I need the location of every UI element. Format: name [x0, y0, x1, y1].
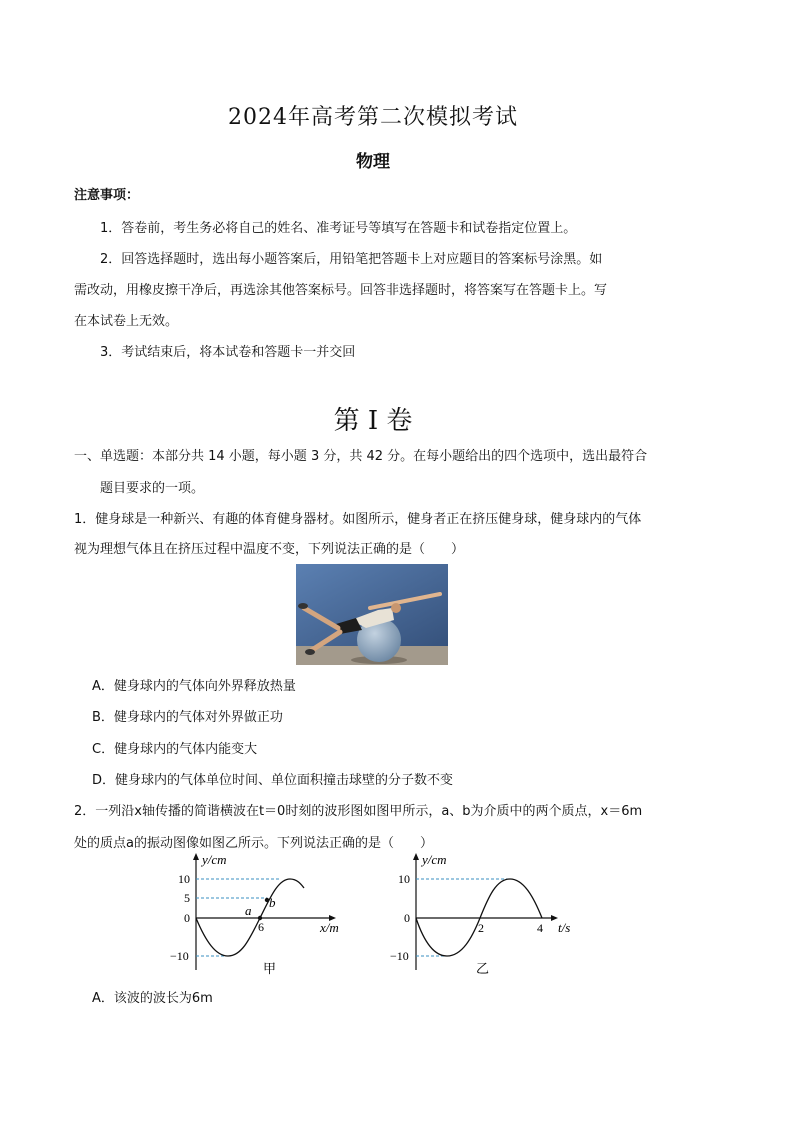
- yi-x-tick-4: 4: [537, 921, 543, 935]
- point-a-label: a: [245, 903, 252, 918]
- notice-item-2-line-2: 需改动，用橡皮擦干净后，再选涂其他答案标号。回答非选择题时，将答案写在答题卡上。写: [74, 283, 608, 298]
- yi-caption: 乙: [476, 961, 490, 976]
- section-intro-line-1: 一、单选题：本部分共 14 小题，每小题 3 分，共 42 分。在每小题给出的四个选项中，选出最符合: [74, 449, 648, 464]
- yi-x-label: t/s: [558, 920, 571, 935]
- q1-option-d: D．健身球内的气体单位时间、单位面积撞击球壁的分子数不变: [92, 773, 454, 788]
- notice-item-2-line-1: 2．回答选择题时，选出每小题答案后，用铅笔把答题卡上对应题目的答案标号涂黑。如: [100, 252, 603, 267]
- notice-item-1: 1．答卷前，考生务必将自己的姓名、准考证号等填写在答题卡和试卷指定位置上。: [100, 221, 577, 236]
- notice-item-2-line-3: 在本试卷上无效。: [74, 314, 179, 329]
- q1-option-c: C．健身球内的气体内能变大: [92, 742, 258, 757]
- point-b-label: b: [269, 895, 276, 910]
- yi-y-tick-0: 0: [404, 911, 410, 925]
- yi-x-tick-2: 2: [478, 921, 484, 935]
- notice-heading: 注意事项：: [74, 188, 140, 203]
- section-title: 第 I 卷: [333, 406, 413, 436]
- yi-y-label: y/cm: [422, 852, 447, 867]
- q1-option-a: A．健身球内的气体向外界释放热量: [92, 679, 296, 694]
- exam-subject: 物理: [356, 152, 390, 172]
- jia-y-label: y/cm: [202, 852, 227, 867]
- q1-option-b: B．健身球内的气体对外界做正功: [92, 710, 283, 725]
- jia-y-tick-5: 5: [184, 891, 190, 905]
- exercise-ball-photo: [296, 564, 448, 665]
- wave-graph-jia: [160, 848, 360, 978]
- jia-y-tick-0: 0: [184, 911, 190, 925]
- q2-stem-line-2: 处的质点a的振动图像如图乙所示。下列说法正确的是（ ）: [74, 836, 433, 851]
- yi-y-tick-10: 10: [398, 872, 410, 886]
- q2-option-a: A．该波的波长为6m: [92, 991, 213, 1006]
- q2-stem-line-1: 2．一列沿x轴传播的简谐横波在t＝0时刻的波形图如图甲所示，a、b为介质中的两个质点，x＝6m: [74, 804, 643, 819]
- q1-stem-line-1: 1．健身球是一种新兴、有趣的体育健身器材。如图所示，健身者正在挤压健身球，健身球内的气体: [74, 512, 642, 527]
- yi-y-tick-neg10: −10: [390, 949, 409, 963]
- jia-y-tick-10: 10: [178, 872, 190, 886]
- vibration-graph-yi: [380, 848, 580, 978]
- jia-x-label: x/m: [320, 920, 339, 935]
- q1-stem-line-2: 视为理想气体且在挤压过程中温度不变，下列说法正确的是（ ）: [74, 542, 465, 557]
- jia-caption: 甲: [263, 961, 277, 976]
- exam-title: 2024年高考第二次模拟考试: [228, 105, 518, 130]
- section-intro-line-2: 题目要求的一项。: [100, 481, 205, 496]
- jia-y-tick-neg10: −10: [170, 949, 189, 963]
- notice-item-3: 3．考试结束后，将本试卷和答题卡一并交回: [100, 345, 356, 360]
- jia-x-tick-6: 6: [258, 920, 264, 934]
